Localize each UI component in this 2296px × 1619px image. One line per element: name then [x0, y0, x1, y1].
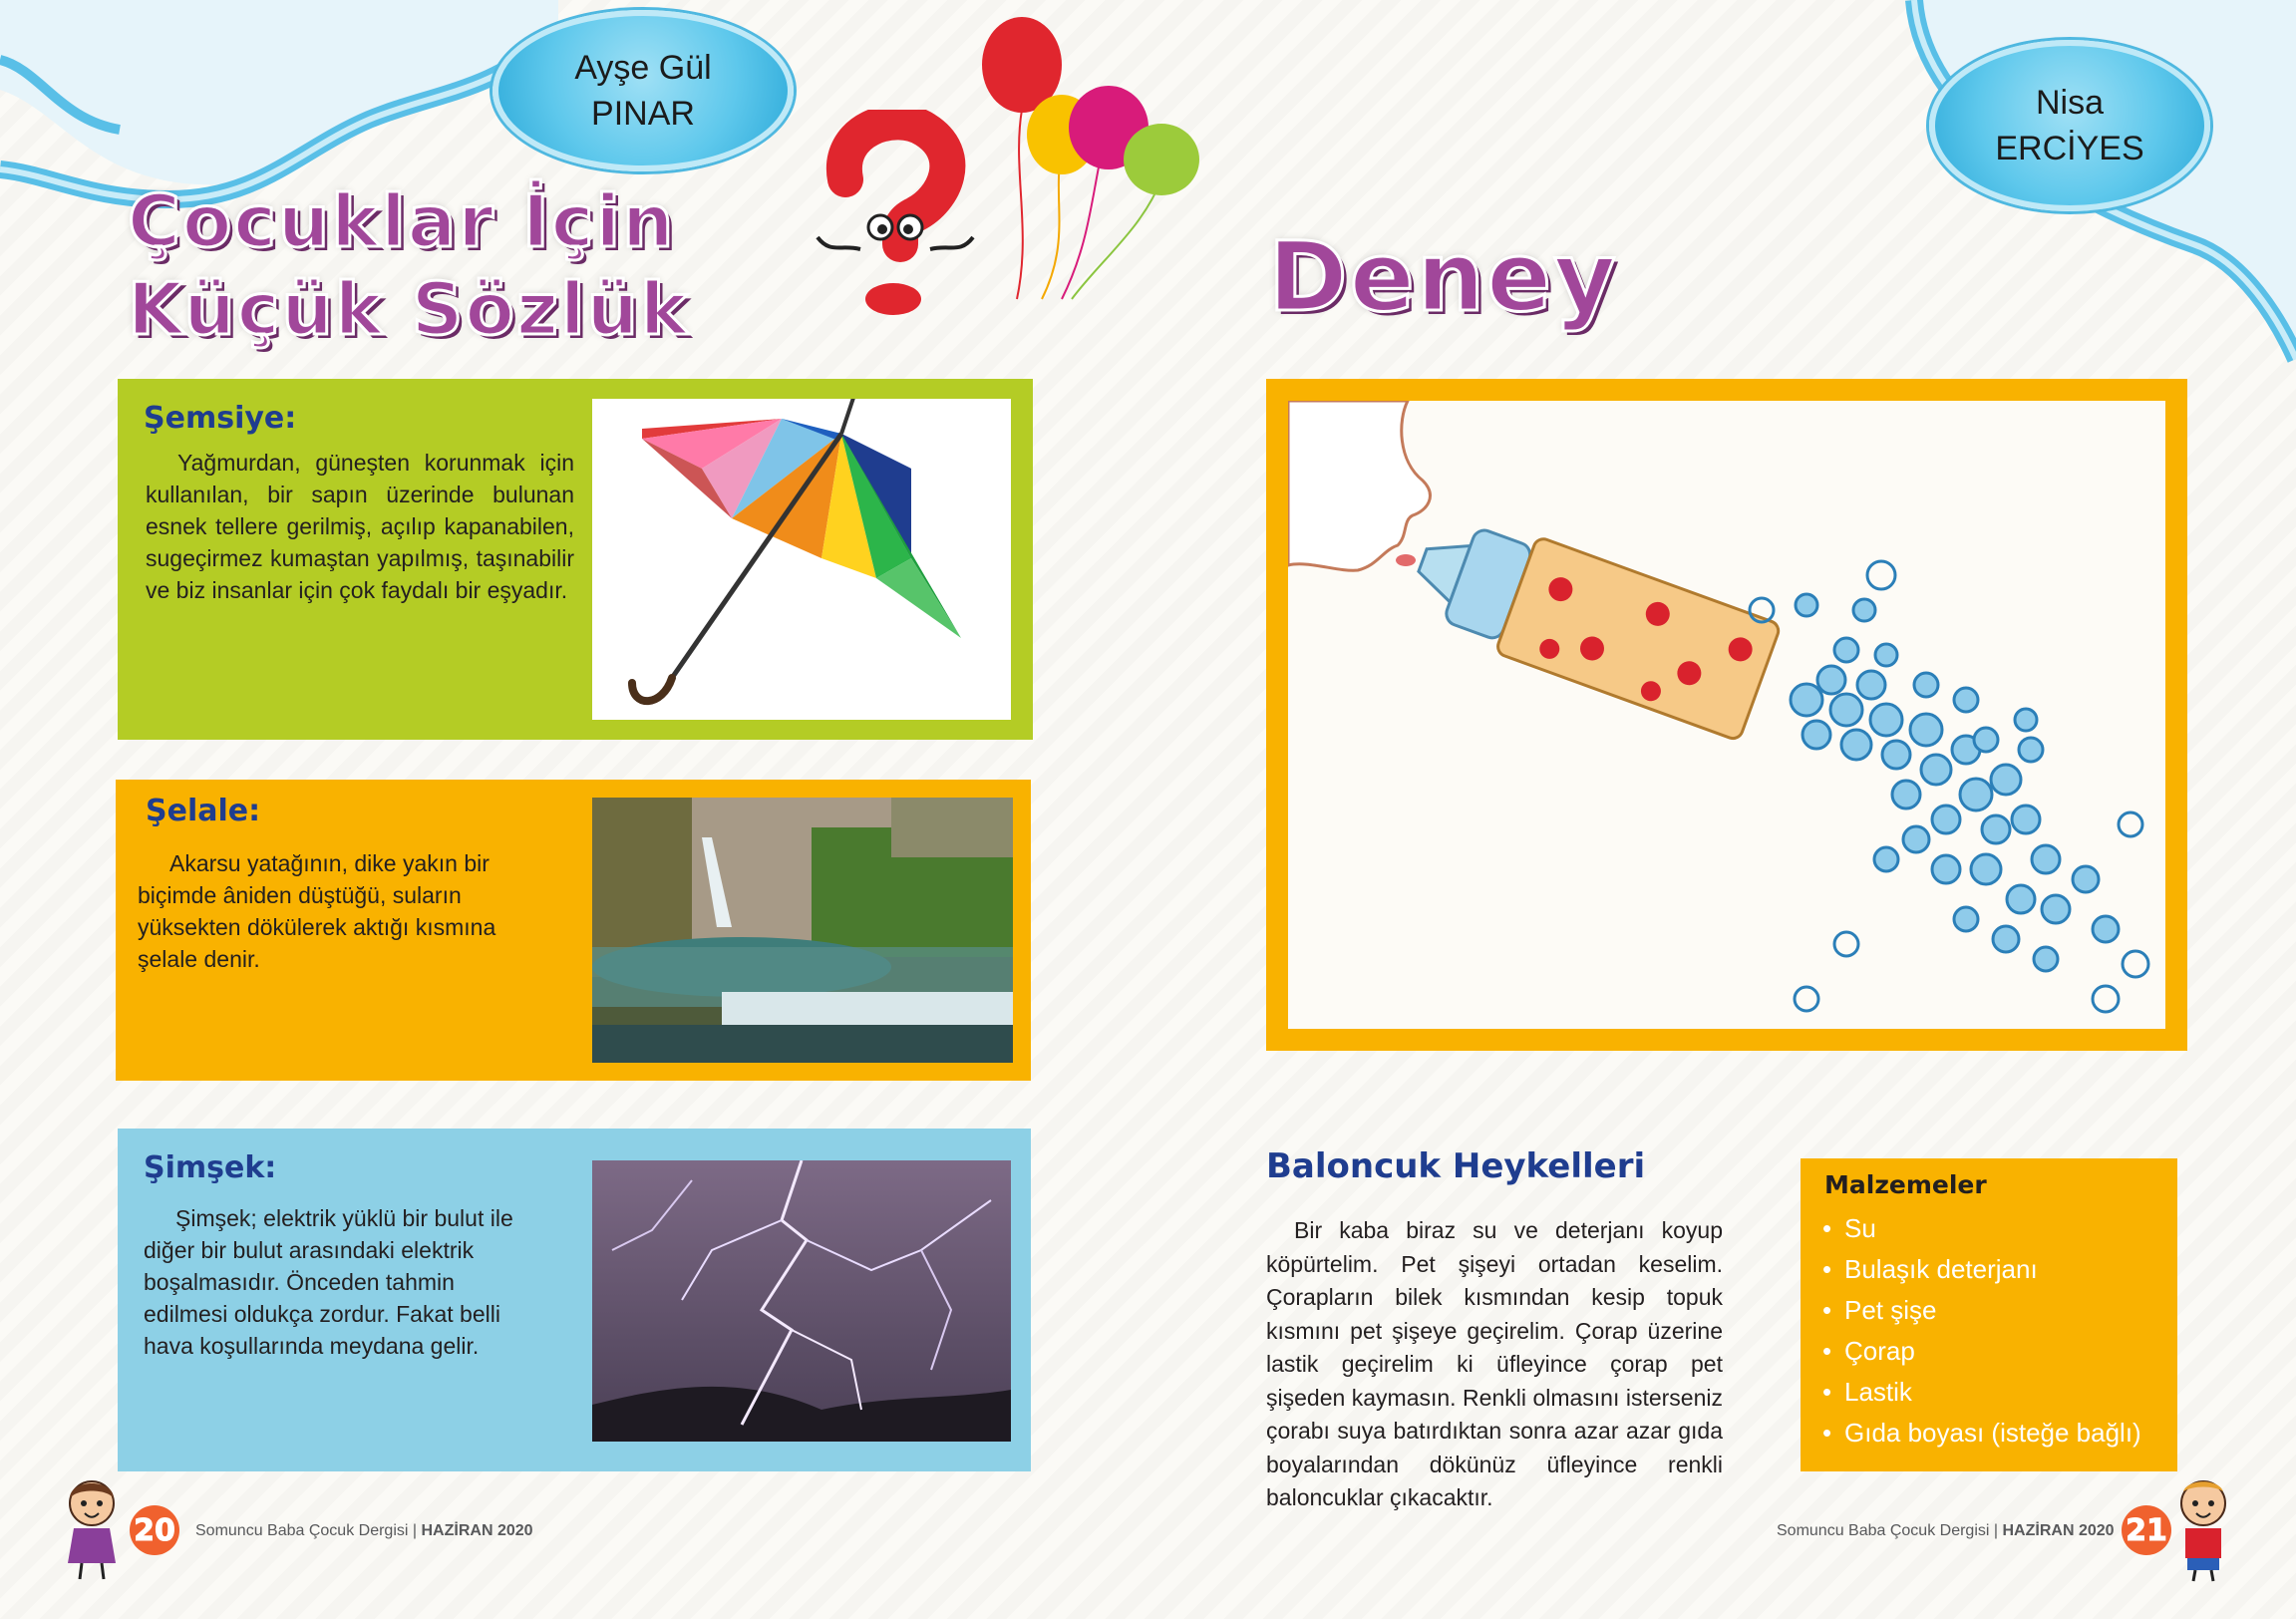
footer-separator: | — [1993, 1522, 2003, 1539]
materials-heading: Malzemeler — [1824, 1170, 1987, 1199]
dictionary-entry-lightning — [118, 1129, 1031, 1471]
experiment-title: Deney — [1268, 221, 1618, 333]
footer-issue: HAZİRAN 2020 — [2002, 1522, 2115, 1539]
article-heading: Baloncuk Heykelleri — [1266, 1146, 1646, 1186]
page-number-left: 20 — [130, 1505, 179, 1555]
article-body: Bir kaba biraz su ve deterjanı koyup köpürtelim. Pet şişeyi ortadan keselim. Çorapların bilek kısmından kesip topuk kısmını pet şişeye geçirelim. Çorap üzerine lastik geçirelim ki üfleyince çorap pet şişeden kaymasın. Renkli olmasını isterseniz çorabı suya batırdıktan sonra azar azar gıda boyalarından dökünüz üfleyince renkli baloncuklar çıkacaktır. — [1266, 1217, 1723, 1510]
question-mark-mascot-icon — [806, 110, 985, 319]
boy-mascot-icon — [2163, 1473, 2243, 1583]
umbrella-image — [592, 399, 1011, 720]
material-label: Lastik — [1844, 1377, 1912, 1407]
author-first-name: Ayşe Gül — [574, 49, 712, 87]
lightning-image — [592, 1160, 1011, 1442]
author-bubble-left — [492, 10, 794, 171]
entry-term: Şemsiye: — [144, 401, 297, 436]
list-item: • Çorap — [1822, 1336, 1915, 1366]
footer-separator: | — [412, 1522, 422, 1539]
materials-box — [1801, 1158, 2177, 1471]
list-item: • Lastik — [1822, 1377, 1912, 1407]
author-last-name: ERCİYES — [1995, 130, 2144, 167]
entry-term: Şelale: — [146, 794, 261, 828]
author-first-name: Nisa — [2035, 84, 2105, 122]
page-number-right: 21 — [2122, 1505, 2171, 1555]
entry-definition: Şimşek; elektrik yüklü bir bulut ile diğer bir bulut arasındaki elektrik boşalmasıdır. Önceden tahmin edilmesi oldukça zordur. Fakat belli hava koşullarında meydana gelir. — [144, 1205, 513, 1359]
entry-definition: Yağmurdan, güneşten korunmak için kullanılan, bir sapın üzerinde bulunan esnek tellere gerilmiş, açılıp kapanabilen, sugeçirmez kumaştan yapılmış, taşınabilir ve biz insanlar için çok faydalı bir eşyadır. — [146, 450, 574, 603]
page-title-line2: Küçük Sözlük — [128, 267, 690, 351]
entry-definition: Akarsu yatağının, dike yakın bir biçimde âniden düştüğü, suların yüksekten dökülerek aktığı kısmına şelale denir. — [138, 850, 496, 972]
list-item: • Bulaşık deterjanı — [1822, 1254, 2038, 1284]
list-item: • Gıda boyası (isteğe bağlı) — [1822, 1418, 2141, 1448]
material-label: Gıda boyası (isteğe bağlı) — [1844, 1418, 2141, 1448]
waterfall-image — [592, 798, 1013, 1063]
material-label: Pet şişe — [1844, 1295, 1937, 1325]
dictionary-entry-waterfall — [116, 780, 1031, 1081]
list-item: • Su — [1822, 1213, 1876, 1243]
footer-magazine-name: Somuncu Baba Çocuk Dergisi — [195, 1522, 409, 1539]
material-label: Bulaşık deterjanı — [1844, 1254, 2038, 1284]
bubble-bottle-illustration — [1288, 401, 2165, 1029]
author-bubble-right — [1929, 40, 2210, 211]
dictionary-entry-umbrella — [118, 379, 1033, 740]
girl-mascot-icon — [52, 1473, 132, 1583]
entry-term: Şimşek: — [144, 1150, 277, 1185]
material-label: Su — [1844, 1213, 1876, 1243]
list-item: • Pet şişe — [1822, 1295, 1937, 1325]
material-label: Çorap — [1844, 1336, 1915, 1366]
footer-right — [1777, 1522, 2115, 1540]
materials-list — [1822, 1208, 2141, 1454]
footer-issue: HAZİRAN 2020 — [421, 1522, 533, 1539]
page-title-line1: Çocuklar İçin — [128, 179, 676, 263]
experiment-illustration-frame — [1266, 379, 2187, 1051]
footer-left — [195, 1522, 533, 1540]
balloons-icon — [972, 10, 1231, 309]
author-last-name: PINAR — [591, 95, 695, 133]
footer-magazine-name: Somuncu Baba Çocuk Dergisi — [1777, 1522, 1990, 1539]
